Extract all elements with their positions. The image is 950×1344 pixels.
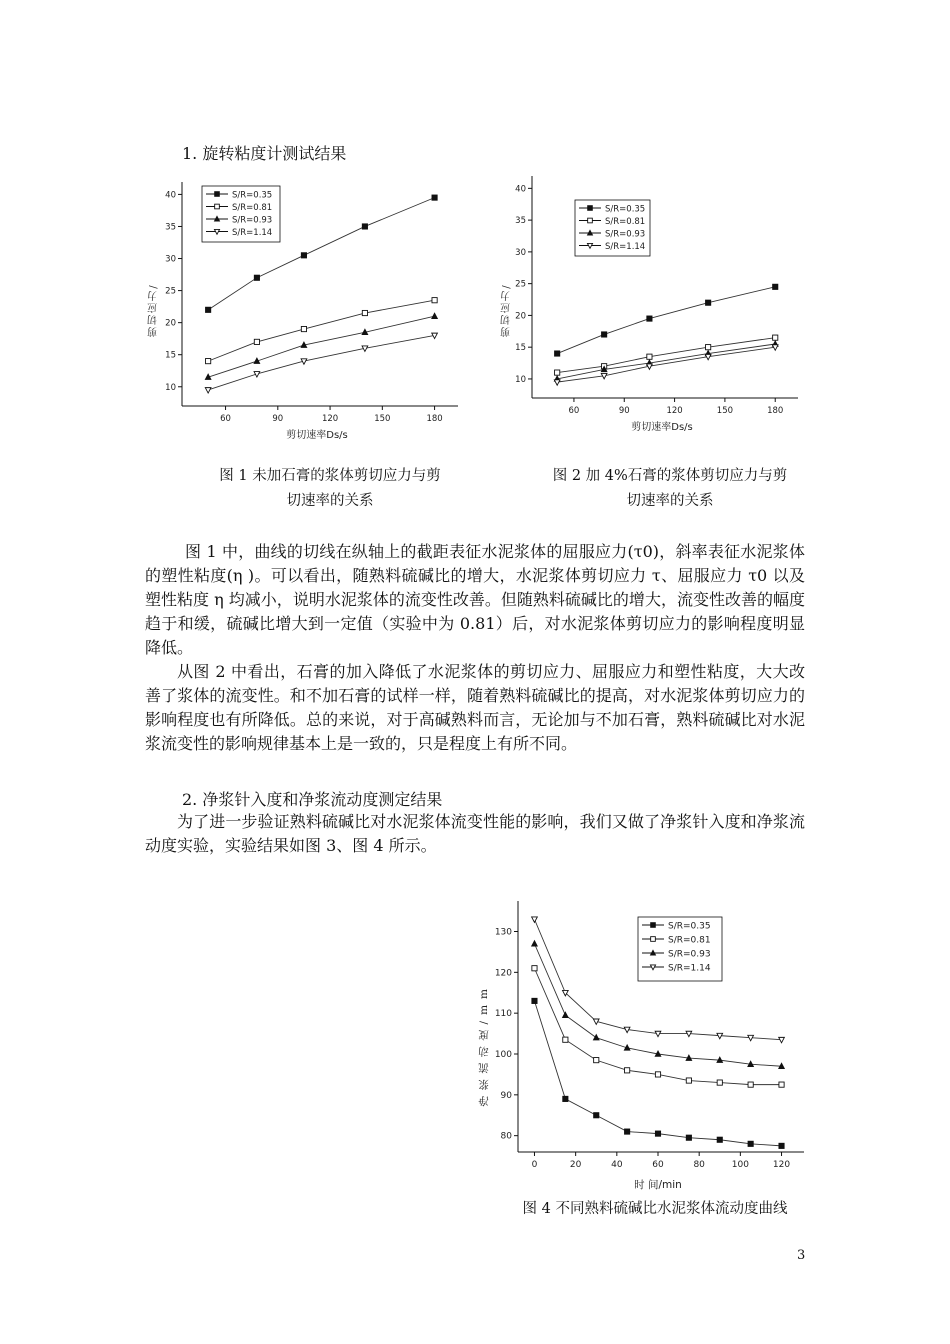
y-tick-label: 35 <box>165 222 176 233</box>
legend-label: S/R=1.14 <box>668 963 711 974</box>
fig1-caption-line2: 切速率的关系 <box>286 493 374 509</box>
y-tick-label: 25 <box>165 286 176 297</box>
x-tick-label: 40 <box>611 1160 623 1170</box>
y-tick-label: 40 <box>515 184 526 195</box>
legend-label: S/R=0.35 <box>232 190 273 201</box>
data-point <box>432 195 437 200</box>
data-point <box>555 351 560 356</box>
data-point <box>647 354 652 359</box>
x-tick-label: 60 <box>220 414 231 424</box>
chart-fig4-fluidity <box>470 895 815 1200</box>
legend <box>575 200 650 256</box>
y-tick-label: 100 <box>494 1050 512 1060</box>
x-axis-label: 时 间/min <box>634 1179 682 1191</box>
data-point <box>594 1113 599 1118</box>
data-point <box>362 310 367 315</box>
x-tick-label: 180 <box>426 414 443 424</box>
series-S/R=1.14 <box>205 333 437 393</box>
y-tick-label: 80 <box>500 1131 512 1142</box>
data-point <box>773 284 778 289</box>
series-S/R=0.81 <box>532 963 784 1088</box>
legend-marker <box>651 937 656 942</box>
data-point <box>254 275 259 280</box>
x-tick-label: 120 <box>772 1160 791 1170</box>
series-line <box>557 344 775 379</box>
data-point <box>647 316 652 321</box>
y-tick-label: 10 <box>515 374 526 385</box>
legend-label: S/R=0.81 <box>668 935 711 946</box>
series-line <box>208 335 434 390</box>
x-tick-label: 90 <box>618 406 630 416</box>
y-tick-label: 30 <box>165 254 176 265</box>
data-point <box>594 1058 599 1063</box>
series-S/R=0.93 <box>205 313 437 379</box>
y-tick-label: 15 <box>165 350 176 361</box>
series-S/R=0.93 <box>554 341 778 381</box>
y-axis-label: 剪切应力/ <box>501 283 513 337</box>
legend-label: S/R=0.93 <box>605 229 646 240</box>
y-axis-label: 净浆流动度/mm <box>478 983 490 1107</box>
data-point <box>686 1135 691 1140</box>
fig2-caption <box>520 464 820 514</box>
legend-marker <box>588 206 593 211</box>
data-point <box>562 1012 568 1017</box>
y-tick-label: 10 <box>165 382 176 393</box>
paragraph-2: 从图 2 中看出，石膏的加入降低了水泥浆体的剪切应力、屈服应力和塑性粘度，大大改善了浆体的流变性。和不加石膏的试样一样，随着熟料硫碱比的提高，对水泥浆体剪切应力的影响程度也有所降低。总的来说，对于高碱熟料而言，无论加与不加石膏，熟料硫碱比对水泥浆流变性的影响规律基本上是一致的，只是程度上有所不同。 <box>145 662 805 753</box>
data-point <box>779 1037 785 1042</box>
data-point <box>532 941 538 946</box>
paragraph-1: 图 1 中，曲线的切线在纵轴上的截距表征水泥浆体的屈服应力(τ0)，斜率表征水泥浆体的塑性粘度(η )。可以看出，随熟料硫碱比的增大，水泥浆体剪切应力 τ、屈服应力 τ0 以及塑性粘度 η 均减小，说明水泥浆体的流变性改善。但随熟料硫碱比的增大，流变性改善的幅度趋于和缓，硫碱比增大到一定值（实验中为 0.81）后，对水泥浆体剪切应力的影响程度明显降低。 <box>145 542 805 657</box>
x-tick-label: 60 <box>568 406 580 416</box>
data-point <box>773 335 778 340</box>
x-tick-label: 120 <box>666 406 683 416</box>
x-tick-label: 150 <box>716 406 734 416</box>
y-tick-label: 15 <box>515 343 526 354</box>
page-number: 3 <box>797 1248 806 1263</box>
y-tick-label: 30 <box>515 247 526 258</box>
legend-label: S/R=0.35 <box>605 204 646 215</box>
data-point <box>432 298 437 303</box>
y-tick-label: 130 <box>494 927 512 938</box>
y-tick-label: 25 <box>515 279 526 290</box>
data-point <box>563 1096 568 1101</box>
data-point <box>748 1141 753 1146</box>
y-tick-label: 110 <box>494 1009 512 1020</box>
data-point <box>748 1082 753 1087</box>
y-tick-label: 120 <box>494 968 512 979</box>
legend-label: S/R=0.93 <box>668 949 711 960</box>
y-tick-label: 35 <box>515 216 526 227</box>
data-point <box>301 253 306 258</box>
x-axis-label: 剪切速率Ds/s <box>286 430 348 441</box>
data-point <box>625 1129 630 1134</box>
fig4-caption: 图 4 不同熟料硫碱比水泥浆体流动度曲线 <box>522 1201 788 1217</box>
fig1-caption <box>180 464 480 514</box>
data-point <box>532 966 537 971</box>
chart-fig1-shear-stress <box>140 170 470 450</box>
legend-marker <box>651 923 656 928</box>
legend <box>202 186 280 242</box>
data-point <box>254 339 259 344</box>
data-point <box>655 1072 660 1077</box>
fig1-caption-line1: 图 1 未加石膏的浆体剪切应力与剪 <box>219 468 441 484</box>
data-point <box>362 224 367 229</box>
section2-heading: 2. 净浆针入度和净浆流动度测定结果 <box>182 790 443 809</box>
data-point <box>206 359 211 364</box>
x-axis-label: 剪切速率Ds/s <box>631 422 693 433</box>
series-line <box>208 300 434 361</box>
x-tick-label: 60 <box>652 1160 664 1170</box>
y-tick-label: 40 <box>165 190 176 201</box>
data-point <box>532 917 538 922</box>
fig2-caption-line1: 图 2 加 4%石膏的浆体剪切应力与剪 <box>552 468 788 484</box>
y-tick-label: 20 <box>165 318 176 329</box>
legend-marker <box>588 218 593 223</box>
paragraph-3: 为了进一步验证熟料硫碱比对水泥浆体流变性能的影响，我们又做了净浆针入度和净浆流动度实验，实验结果如图 3、图 4 所示。 <box>145 812 805 855</box>
x-tick-label: 150 <box>374 414 391 424</box>
y-tick-label: 90 <box>500 1090 512 1101</box>
data-point <box>301 326 306 331</box>
data-point <box>706 345 711 350</box>
data-point <box>717 1080 722 1085</box>
data-point <box>706 300 711 305</box>
series-S/R=1.14 <box>554 345 778 385</box>
legend-marker <box>215 204 220 209</box>
series-line <box>534 968 781 1084</box>
x-tick-label: 180 <box>767 406 784 416</box>
series-line <box>557 338 775 373</box>
data-point <box>432 313 438 318</box>
legend-label: S/R=0.93 <box>232 215 273 226</box>
x-tick-label: 120 <box>321 414 339 424</box>
series-line <box>208 316 434 377</box>
legend-marker <box>215 192 220 197</box>
legend-label: S/R=1.14 <box>605 242 646 252</box>
x-tick-label: 80 <box>693 1160 705 1170</box>
x-tick-label: 0 <box>531 1160 538 1170</box>
fig2-caption-line2: 切速率的关系 <box>626 493 714 509</box>
data-point <box>625 1068 630 1073</box>
series-line <box>557 287 775 354</box>
data-point <box>205 388 211 393</box>
x-tick-label: 90 <box>272 414 284 424</box>
legend <box>638 917 722 981</box>
data-point <box>686 1078 691 1083</box>
data-point <box>779 1143 784 1148</box>
legend-label: S/R=1.14 <box>232 228 273 238</box>
legend-label: S/R=0.81 <box>232 203 273 213</box>
legend-label: S/R=0.81 <box>605 217 646 227</box>
legend-label: S/R=0.35 <box>668 921 711 932</box>
data-point <box>532 998 537 1003</box>
data-point <box>655 1131 660 1136</box>
data-point <box>779 1082 784 1087</box>
data-point <box>602 332 607 337</box>
data-point <box>563 1037 568 1042</box>
x-tick-label: 100 <box>731 1160 749 1170</box>
chart-fig2-shear-stress-gypsum <box>495 170 805 445</box>
data-point <box>206 307 211 312</box>
series-line <box>557 347 775 382</box>
y-axis-label: 剪切应力/ <box>148 283 160 337</box>
data-point <box>593 1035 599 1040</box>
data-point <box>554 380 560 385</box>
data-point <box>717 1137 722 1142</box>
section1-heading: 1. 旋转粘度计测试结果 <box>182 144 347 163</box>
series-S/R=0.35 <box>555 284 778 356</box>
x-tick-label: 20 <box>569 1160 582 1170</box>
y-tick-label: 20 <box>515 311 526 322</box>
data-point <box>555 370 560 375</box>
series-S/R=0.81 <box>206 298 438 364</box>
